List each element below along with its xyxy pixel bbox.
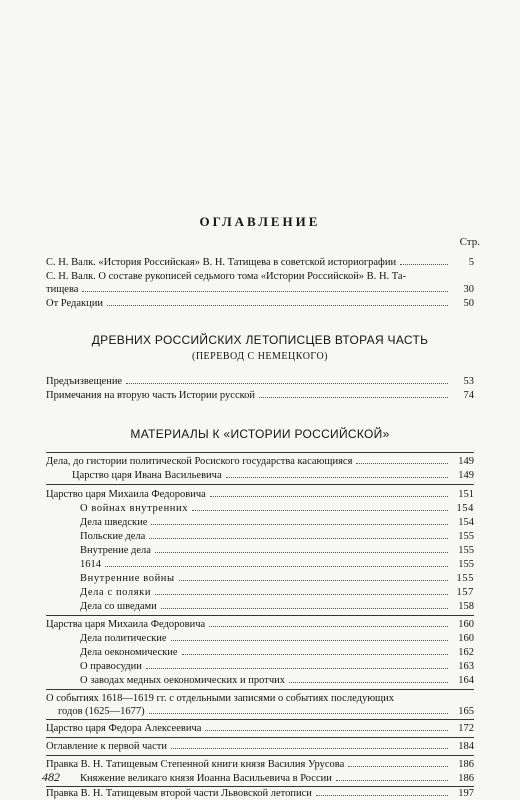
entry-text: С. Н. Валк. О составе рукописей седьмого тома «Истории Российской» В. Н. Та- — [46, 271, 407, 282]
entry-page: 154 — [458, 517, 474, 528]
dot-leader — [161, 600, 448, 609]
entry-page: 157 — [456, 587, 474, 598]
divider — [46, 484, 474, 485]
entry-page: 155 — [458, 531, 474, 542]
toc-entry[interactable] — [46, 270, 474, 296]
entry-text: Дела с поляки — [80, 587, 152, 598]
toc-entry[interactable] — [46, 455, 474, 468]
divider — [46, 737, 474, 738]
dot-leader — [82, 283, 448, 292]
dot-leader — [356, 455, 448, 464]
entry-text: О войнах внутренних — [80, 503, 189, 514]
entry-text: Примечания на вторую часть Истории русской — [46, 390, 256, 401]
toc-entry[interactable] — [80, 558, 474, 571]
dot-leader — [209, 618, 448, 627]
toc-entry[interactable] — [46, 787, 474, 800]
dot-leader — [210, 488, 448, 497]
toc-entry[interactable] — [46, 389, 474, 402]
entry-text: 1614 — [80, 559, 101, 570]
dot-leader — [146, 660, 448, 669]
entry-page: 197 — [458, 788, 474, 799]
dot-leader — [192, 502, 448, 511]
toc-entry[interactable] — [80, 572, 474, 585]
toc-entry[interactable] — [46, 488, 474, 501]
section-subtitle: (ПЕРЕВОД С НЕМЕЦКОГО) — [192, 351, 328, 362]
divider — [46, 719, 474, 720]
entry-text: О событиях 1618—1619 гг. с отдельными записями о событиях последующих — [46, 693, 394, 704]
dot-leader — [155, 544, 448, 553]
dot-leader — [316, 787, 448, 796]
entry-page: 151 — [458, 489, 474, 500]
dot-leader — [126, 375, 448, 384]
entry-page: 154 — [456, 503, 474, 514]
entry-page: 158 — [458, 601, 474, 612]
section-title: МАТЕРИАЛЫ К «ИСТОРИИ РОССИЙСКОЙ» — [130, 427, 390, 441]
entry-page: 155 — [458, 559, 474, 570]
entry-page: 155 — [458, 545, 474, 556]
toc-entry[interactable] — [46, 375, 474, 388]
entry-page: 172 — [458, 723, 474, 734]
entry-text: Царства царя Михаила Федоровича — [46, 619, 206, 630]
toc-entry[interactable] — [80, 502, 474, 515]
divider — [46, 452, 474, 453]
entry-text: Правка В. Н. Татищевым второй части Львовской летописи — [46, 788, 312, 799]
toc-entry[interactable] — [80, 674, 474, 687]
dot-leader — [226, 469, 448, 478]
toc-entry[interactable] — [46, 618, 474, 631]
entry-text: Дела оекономические — [80, 647, 178, 658]
entry-page: 160 — [458, 633, 474, 644]
dot-leader — [400, 256, 448, 265]
entry-text: От Редакции — [46, 298, 103, 309]
dot-leader — [336, 772, 448, 781]
entry-page: 155 — [456, 573, 474, 584]
entry-text: Польские дела — [80, 531, 146, 542]
entry-page: 164 — [458, 675, 474, 686]
toc-entry[interactable] — [80, 660, 474, 673]
entry-text: Царство царя Ивана Васильевича — [72, 470, 222, 481]
entry-page: 5 — [468, 257, 474, 268]
dot-leader — [149, 530, 448, 539]
entry-page: 74 — [463, 390, 474, 401]
entry-text: Царство царя Федора Алексеевича — [46, 723, 202, 734]
entry-page: 165 — [458, 706, 474, 717]
entry-page: 160 — [458, 619, 474, 630]
entry-text: Княжение великаго князя Иоанна Васильевича в России — [80, 773, 332, 784]
dot-leader — [205, 722, 448, 731]
entry-text: Предъизвещение — [46, 376, 123, 387]
toc-entry[interactable] — [46, 297, 474, 310]
toc-entry[interactable] — [80, 544, 474, 557]
dot-leader — [348, 758, 448, 767]
toc-entry[interactable] — [80, 600, 474, 613]
divider — [46, 615, 474, 616]
page-number: 482 — [42, 770, 60, 784]
entry-page: 163 — [458, 661, 474, 672]
dot-leader — [289, 674, 448, 683]
entry-page: 149 — [458, 456, 474, 467]
entry-text: Дела шведские — [80, 517, 148, 528]
dot-leader — [105, 558, 448, 567]
toc-heading: ОГЛАВЛЕНИЕ — [199, 214, 321, 229]
entry-text: Внутренние войны — [80, 573, 175, 584]
entry-text-continued: тищева — [46, 284, 79, 295]
entry-text: Внутрение дела — [80, 545, 151, 556]
toc-entry[interactable] — [46, 740, 474, 753]
entry-text: Дела со шведами — [80, 601, 157, 612]
dot-leader — [171, 740, 448, 749]
section-title: ДРЕВНИХ РОССИЙСКИХ ЛЕТОПИСЦЕВ ВТОРАЯ ЧАСТЬ — [91, 333, 429, 347]
dot-leader — [149, 705, 448, 714]
toc-entry[interactable] — [80, 586, 474, 599]
entry-text: Дела политические — [80, 633, 167, 644]
page-column-label: Стр. — [459, 236, 480, 248]
entry-page: 149 — [458, 470, 474, 481]
entry-text-continued: годов (1625—1677) — [58, 706, 145, 717]
toc-entry[interactable] — [80, 646, 474, 659]
entry-page: 50 — [463, 298, 474, 309]
dot-leader — [155, 586, 448, 595]
toc-entry[interactable] — [46, 722, 474, 735]
entry-text: О правосудии — [80, 661, 142, 672]
entry-text: О заводах медных оекономических и протчих — [80, 675, 285, 686]
divider — [46, 755, 474, 756]
entry-text: Царство царя Михаила Федоровича — [46, 489, 206, 500]
toc-entry[interactable] — [46, 256, 474, 269]
entry-page: 186 — [458, 773, 474, 784]
dot-leader — [151, 516, 448, 525]
entry-text: Дела, до гистории политической Росиского государства касающияся — [46, 456, 353, 467]
entry-text: С. Н. Валк. «История Российская» В. Н. Татищева в советской историографии — [46, 257, 397, 268]
entry-page: 162 — [458, 647, 474, 658]
divider — [46, 689, 474, 690]
dot-leader — [182, 646, 448, 655]
entry-text: Оглавление к первой части — [46, 741, 167, 752]
dot-leader — [259, 389, 448, 398]
toc-entry[interactable] — [80, 530, 474, 543]
toc-entry[interactable] — [46, 692, 474, 718]
entry-text: Правка В. Н. Татищевым Степенной книги князя Василия Урусова — [46, 759, 345, 770]
entry-page: 53 — [463, 376, 474, 387]
dot-leader — [107, 297, 448, 306]
dot-leader — [171, 632, 448, 641]
toc-entry[interactable] — [72, 469, 474, 482]
toc-entry[interactable] — [46, 758, 474, 771]
entry-page: 30 — [463, 284, 474, 295]
entry-page: 186 — [458, 759, 474, 770]
toc-entry[interactable] — [80, 516, 474, 529]
entry-page: 184 — [458, 741, 474, 752]
toc-entry[interactable] — [80, 632, 474, 645]
toc-entry[interactable] — [80, 772, 474, 785]
dot-leader — [179, 572, 448, 581]
